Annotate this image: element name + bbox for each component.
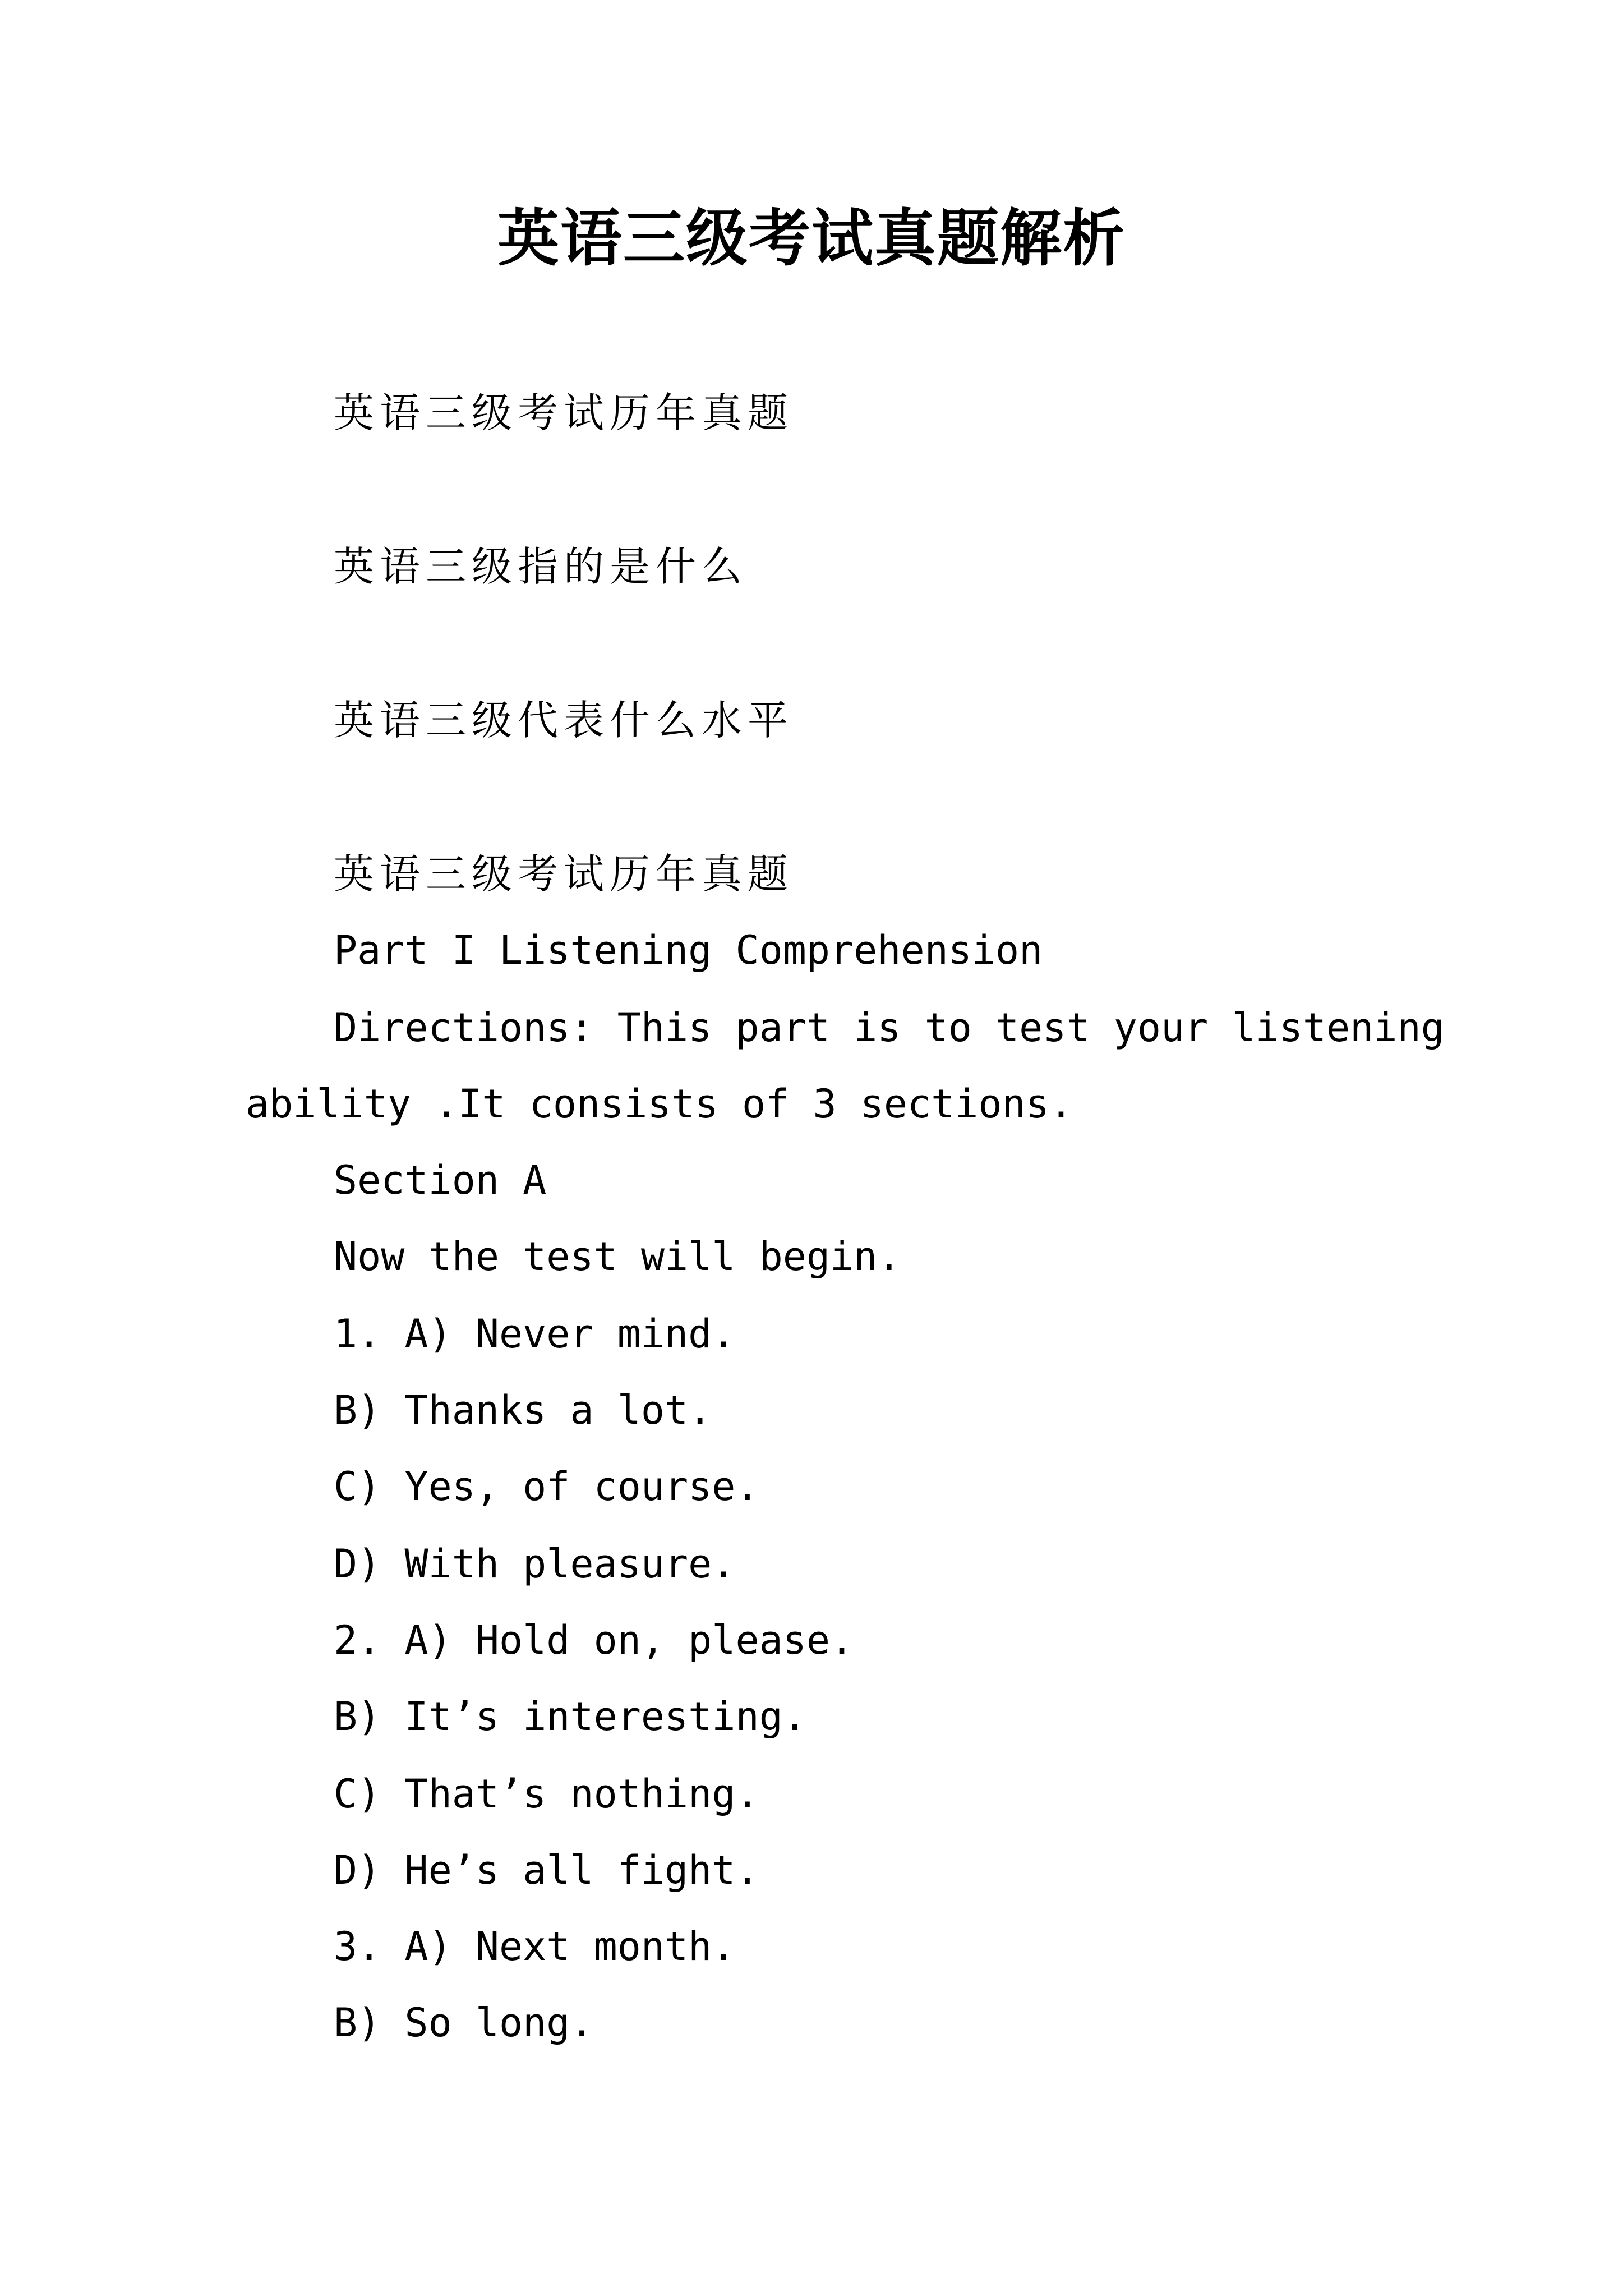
section-heading: 英语三级考试历年真题 xyxy=(334,850,794,898)
document-title: 英语三级考试真题解析 xyxy=(497,202,1126,274)
question-2-option-b: B) It’s interesting. xyxy=(334,1694,806,1740)
toc-item-what-is-level-three: 英语三级指的是什么 xyxy=(334,543,748,590)
question-2-option-a: 2. A) Hold on, please. xyxy=(334,1617,854,1663)
toc-item-level-meaning: 英语三级代表什么水平 xyxy=(334,697,794,744)
begin-text: Now the test will begin. xyxy=(334,1234,901,1280)
toc-item-past-exams: 英语三级考试历年真题 xyxy=(334,389,794,436)
question-2-option-c: C) That’s nothing. xyxy=(334,1771,759,1817)
question-1-option-d: D) With pleasure. xyxy=(334,1541,736,1587)
directions-line-1: Directions: This part is to test your listening xyxy=(334,1005,1445,1051)
question-2-option-d: D) He’s all fight. xyxy=(334,1847,759,1893)
section-a-label: Section A xyxy=(334,1157,547,1203)
question-1-option-b: B) Thanks a lot. xyxy=(334,1387,712,1433)
question-3-option-b: B) So long. xyxy=(334,2000,594,2046)
question-1-option-a: 1. A) Never mind. xyxy=(334,1311,736,1357)
part-title: Part I Listening Comprehension xyxy=(334,927,1043,973)
directions-line-2: ability .It consists of 3 sections. xyxy=(246,1081,1073,1127)
question-1-option-c: C) Yes, of course. xyxy=(334,1464,759,1510)
question-3-option-a: 3. A) Next month. xyxy=(334,1924,736,1970)
